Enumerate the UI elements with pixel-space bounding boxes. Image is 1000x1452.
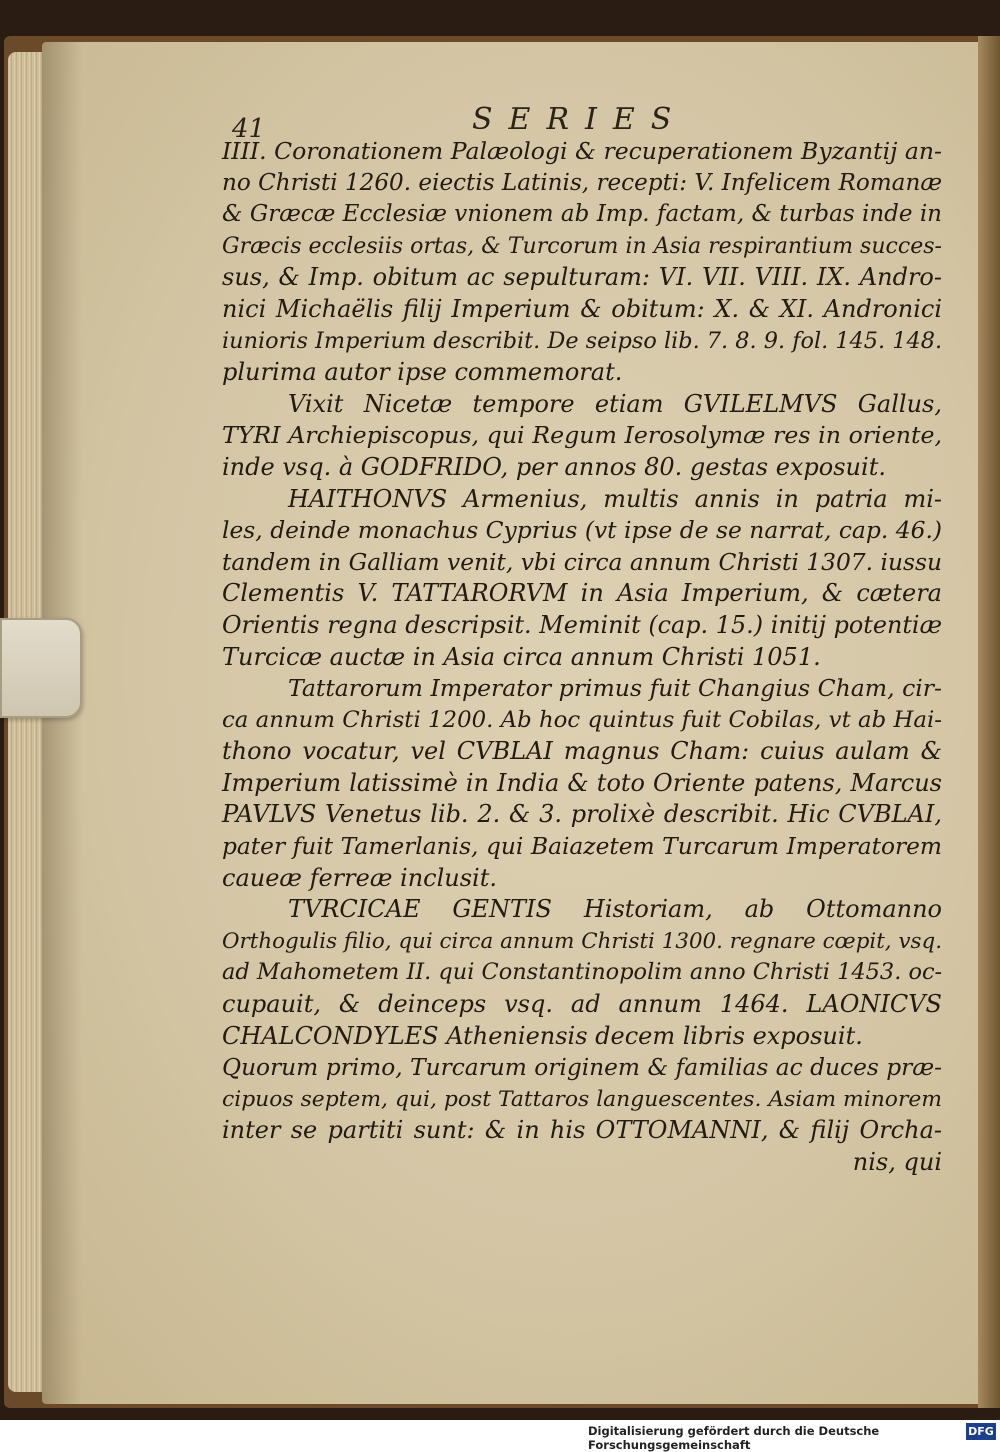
text-line: TVRCICAE GENTIS Historiam, ab Ottomanno xyxy=(288,895,942,924)
text-line: Turcicæ auctæ in Asia circa annum Christi 1051. xyxy=(222,642,821,671)
body-text xyxy=(222,136,942,1179)
text-line: ca annum Christi 1200. Ab hoc quintus fuit Cobilas, vt ab Hai- xyxy=(222,706,942,733)
text-line: tandem in Galliam venit, vbi circa annum Christi 1307. iussu xyxy=(222,547,942,576)
text-line: sus, & Imp. obitum ac sepulturam: VI. VII. VIII. IX. Andro- xyxy=(222,263,942,292)
text-line: nis, qui xyxy=(852,1148,942,1176)
text-line: Tattarorum Imperator primus fuit Changius Cham, cir- xyxy=(288,674,942,703)
running-head: SERIES xyxy=(472,102,688,137)
text-line: Imperium latissimè in India & toto Oriente patens, Marcus xyxy=(222,768,942,797)
gutter-shadow xyxy=(42,42,82,1404)
right-page-edge xyxy=(978,36,1000,1408)
text-line: Orthogulis filio, qui circa annum Christi 1300. regnare cœpit, vsq. xyxy=(222,928,942,954)
text-line: Vixit Nicetæ tempore etiam GVILELMVS Gallus, xyxy=(288,389,942,418)
text-line: cupauit, & deinceps vsq. ad annum 1464. LAONICVS xyxy=(222,990,942,1019)
funding-note: Digitalisierung gefördert durch die Deutsche Forschungsgemeinschaft xyxy=(588,1424,880,1452)
text-line: Clementis V. TATTARORVM in Asia Imperium, & cætera xyxy=(222,579,942,608)
footer-banner xyxy=(588,1422,998,1452)
text-line: inter se partiti sunt: & in his OTTOMANNI, & filij Orcha- xyxy=(222,1116,942,1145)
text-line: TYRI Archiepiscopus, qui Regum Ierosolymæ res in oriente, xyxy=(222,421,942,450)
text-line: pater fuit Tamerlanis, qui Baiazetem Turcarum Imperatorem xyxy=(222,833,942,861)
text-line: les, deinde monachus Cyprius (vt ipse de se narrat, cap. 46.) xyxy=(222,516,942,545)
text-line: CHALCONDYLES Atheniensis decem libris exposuit. xyxy=(222,1021,863,1050)
text-line: Græcis ecclesiis ortas, & Turcorum in Asia respirantium succes- xyxy=(222,233,942,259)
bookmark-clip xyxy=(0,618,82,718)
text-line: & Græcæ Ecclesiæ vnionem ab Imp. factam, & turbas inde in xyxy=(222,201,942,228)
text-line: PAVLVS Venetus lib. 2. & 3. prolixè describit. Hic CVBLAI, xyxy=(222,800,942,829)
text-line: thono vocatur, vel CVBLAI magnus Cham: cuius aulam & xyxy=(222,737,942,766)
text-line: ad Mahometem II. qui Constantinopolim anno Christi 1453. oc- xyxy=(222,959,943,986)
text-line: Orientis regna descripsit. Meminit (cap. 15.) initij potentiæ xyxy=(222,610,942,639)
text-line: Quorum primo, Turcarum originem & familias ac duces præ- xyxy=(222,1054,942,1082)
text-line: cipuos septem, qui, post Tattaros languescentes. Asiam minorem xyxy=(222,1086,942,1112)
text-line: nici Michaëlis filij Imperium & obitum: X. & XI. Andronici xyxy=(222,294,942,323)
text-line: no Christi 1260. eiectis Latinis, recepti: V. Infelicem Romanæ xyxy=(222,169,943,196)
dfg-logo: DFG xyxy=(966,1423,996,1440)
text-line: IIII. Coronationem Palæologi & recuperationem Byzantij an- xyxy=(222,137,942,165)
text-line: inde vsq. à GODFRIDO, per annos 80. gestas exposuit. xyxy=(222,452,886,481)
text-line: caueæ ferreæ inclusit. xyxy=(222,863,497,892)
page-number: 41 xyxy=(232,114,266,144)
text-line: plurima autor ipse commemorat. xyxy=(222,358,623,387)
text-line: HAITHONVS Armenius, multis annis in patria mi- xyxy=(288,484,942,513)
text-line: iunioris Imperium describit. De seipso lib. 7. 8. 9. fol. 145. 148. xyxy=(222,327,943,354)
